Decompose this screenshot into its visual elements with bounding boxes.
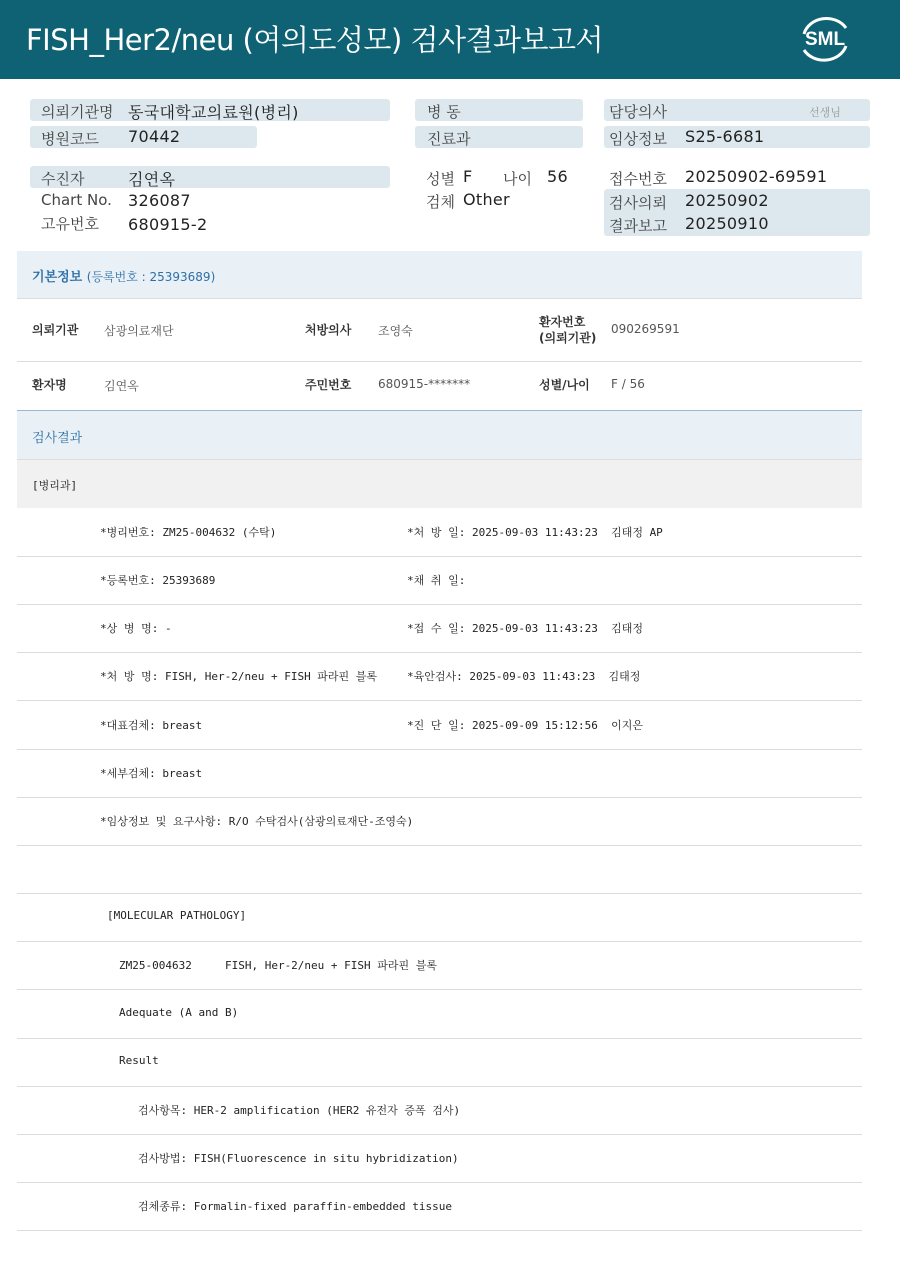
result-field-left: *병리번호: ZM25-004632 (수탁) (100, 526, 277, 539)
age-label: 나이 (503, 170, 532, 188)
prescriber-label: 처방의사 (305, 323, 352, 337)
result-field-right: *육안검사: 2025-09-03 11:43:23 김태정 (407, 670, 641, 683)
result-field-left: *상 병 명: - (100, 622, 172, 635)
chart-label: Chart No. (41, 191, 112, 209)
sex-age-value: F / 56 (611, 377, 645, 391)
referring-institution-label: 의뢰기관명 (41, 103, 114, 121)
doctor-suffix: 선생님 (809, 106, 841, 119)
doctor-label: 담당의사 (609, 103, 667, 121)
specimen-value: Other (463, 190, 510, 209)
specimen-label: 검체 (426, 193, 455, 211)
rrn-label: 주민번호 (305, 378, 352, 392)
result-field-left: *처 방 명: FISH, Her-2/neu + FISH 파라핀 블록 (100, 670, 378, 683)
hospital-code-label: 병원코드 (41, 130, 99, 148)
logo-text: SML (804, 29, 846, 50)
basic-info-title (32, 266, 215, 285)
result-field-right: *진 단 일: 2025-09-09 15:12:56 이지은 (407, 719, 643, 732)
unique-number-value: 680915-2 (128, 215, 208, 234)
result-field-right: *채 취 일: (407, 574, 466, 587)
receipt-value: 20250902-69591 (685, 167, 828, 186)
basic-info-title-text: 기본정보 (32, 270, 83, 285)
sex-label: 성별 (426, 170, 455, 188)
sml-logo (796, 12, 854, 66)
inst-label: 의뢰기관 (32, 323, 79, 337)
result-field-right: *처 방 일: 2025-09-03 11:43:23 김태정 AP (407, 526, 663, 539)
patient-value: 김연옥 (128, 170, 176, 189)
table-row-divider (17, 1134, 862, 1135)
chart-value: 326087 (128, 191, 191, 210)
report-label: 결과보고 (609, 217, 667, 235)
divider (17, 298, 862, 299)
report-title: FISH_Her2/neu (여의도성모) 검사결과보고서 (26, 23, 604, 57)
results-title: 검사결과 (32, 431, 83, 446)
patient-id-label (539, 314, 596, 346)
request-label: 검사의뢰 (609, 194, 667, 212)
hospital-code-value: 70442 (128, 127, 181, 146)
molecular-line: Result (119, 1054, 159, 1067)
patient-name-value: 김연옥 (104, 379, 139, 393)
inst-value: 삼광의료재단 (104, 324, 174, 338)
request-value: 20250902 (685, 191, 769, 210)
molecular-line: ZM25-004632 FISH, Her-2/neu + FISH 파라핀 블록 (119, 959, 438, 972)
patient-id-label-line2: (의뢰기관) (539, 331, 597, 345)
table-row-divider (17, 604, 862, 605)
sex-age-label: 성별/나이 (539, 378, 590, 392)
department-label: 진료과 (427, 130, 471, 148)
dept-label: [병리과] (32, 479, 78, 492)
table-row-divider (17, 1038, 862, 1039)
result-field-left: *임상정보 및 요구사항: R/O 수탁검사(삼광의료재단-조영숙) (100, 815, 414, 828)
clinical-info-value: S25-6681 (685, 127, 765, 146)
table-row-divider (17, 1086, 862, 1087)
molecular-line: 검체종류: Formalin-fixed paraffin-embedded tissue (138, 1200, 453, 1213)
table-row-divider (17, 1230, 862, 1231)
divider (17, 361, 862, 362)
patient-id-label-line1: 환자번호 (539, 315, 586, 329)
table-row-divider (17, 989, 862, 990)
patient-label: 수진자 (41, 170, 85, 188)
molecular-line: 검사방법: FISH(Fluorescence in situ hybridization) (138, 1152, 459, 1165)
referring-institution-value: 동국대학교의료원(병리) (128, 103, 299, 122)
molecular-line: 검사항목: HER-2 amplification (HER2 유전자 증폭 검사) (138, 1104, 461, 1117)
result-field-left: *등록번호: 25393689 (100, 574, 216, 587)
clinical-info-label: 임상정보 (609, 130, 667, 148)
table-row-divider (17, 1182, 862, 1183)
report-value: 20250910 (685, 214, 769, 233)
prescriber-value: 조영숙 (378, 324, 413, 338)
table-row-divider (17, 749, 862, 750)
table-row-divider (17, 556, 862, 557)
table-row-divider (17, 893, 862, 894)
ward-label: 병 동 (427, 103, 461, 121)
sex-value: F (463, 167, 473, 186)
dept-row (17, 460, 862, 508)
result-field-left: *대표검체: breast (100, 719, 203, 732)
age-value: 56 (547, 167, 568, 186)
patient-name-label: 환자명 (32, 378, 67, 392)
rrn-value: 680915-******* (378, 377, 471, 391)
patient-id-value: 090269591 (611, 322, 680, 336)
table-row-divider (17, 845, 862, 846)
table-row-divider (17, 797, 862, 798)
table-row-divider (17, 941, 862, 942)
table-row-divider (17, 652, 862, 653)
results-header (17, 411, 862, 459)
table-row-divider (17, 700, 862, 701)
unique-number-label: 고유번호 (41, 215, 99, 233)
receipt-label: 접수번호 (609, 170, 667, 188)
basic-info-subtitle: (등록번호 : 25393689) (86, 270, 216, 284)
molecular-line: [MOLECULAR PATHOLOGY] (107, 909, 247, 922)
report-header (0, 0, 900, 79)
molecular-line: Adequate (A and B) (119, 1006, 239, 1019)
result-field-right: *접 수 일: 2025-09-03 11:43:23 김태정 (407, 622, 643, 635)
result-field-left: *세부검체: breast (100, 767, 203, 780)
